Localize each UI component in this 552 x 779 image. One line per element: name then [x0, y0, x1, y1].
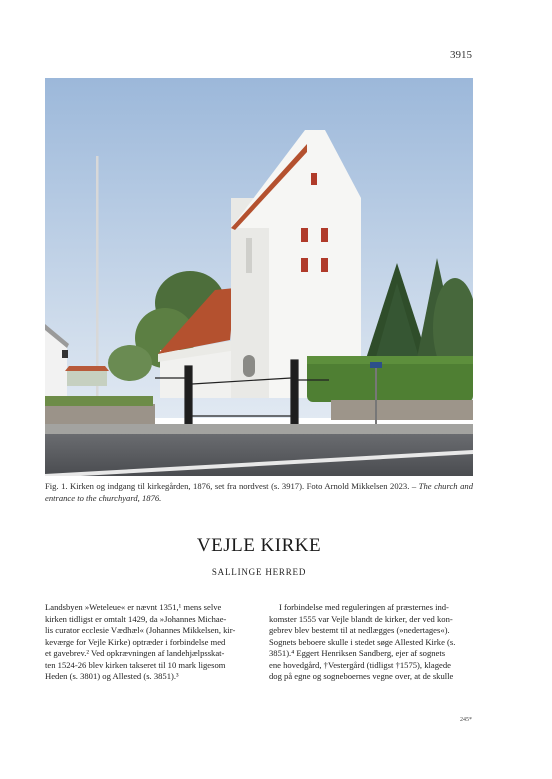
text-line: Sognets beboere skulle i stedet søge Allested Kirke (s.	[269, 636, 456, 647]
page-subtitle: SALLINGE HERRED	[211, 567, 307, 577]
text-line: komster 1555 var Vejle blandt de kirker, der ved kon-	[269, 613, 453, 624]
page-title: VEJLE KIRKE	[196, 535, 322, 556]
text-line: ene hovedgård, †Vestergård (tidligst †1575), klagede	[269, 659, 451, 670]
text-line: Heden (s. 3801) og Allested (s. 3851).³	[45, 671, 179, 681]
page-number: 3915	[450, 49, 472, 61]
caption-english: The church and entrance to the churchyard, 1876.	[45, 481, 473, 503]
text-line: dog på egne og sogneboernes vegne over, at de skulle	[269, 671, 454, 681]
text-line: gebrev blev bestemt til at nedlægges (»nedertages«).	[269, 625, 450, 635]
text-line: kirken tidligst er omtalt 1429, da »Johannes Michae-	[45, 613, 227, 624]
text-line: keværge for Vejle Kirke) optræder i forbindelse med	[45, 636, 226, 647]
text-line: ten 1524-26 blev kirken takseret til 10 mark ligesom	[45, 659, 226, 670]
text-line: et gavebrev.² Ved opkrævningen af landehjælpsskat-	[45, 648, 225, 658]
text-line: I forbindelse med reguleringen af præsternes ind-	[279, 602, 449, 612]
text-line: lis curator ecclesie Vædhæl« (Johannes Mikkelsen, kir-	[45, 625, 236, 635]
signature-mark: 245*	[460, 717, 472, 723]
text-column-left	[45, 602, 249, 683]
caption-text: Fig. 1. Kirken og indgang til kirkegården, 1876, set fra nordvest (s. 3917). Foto Arnold Mikkelsen 2023. –	[45, 481, 419, 491]
text-column-right	[269, 602, 473, 683]
church-photo	[45, 78, 473, 476]
figure-caption	[45, 481, 473, 504]
text-line: 3851).⁴ Eggert Henriksen Sandberg, ejer af sognets	[269, 648, 446, 658]
text-line: Landsbyen »Weteleue« er nævnt 1351,¹ mens selve	[45, 602, 222, 612]
